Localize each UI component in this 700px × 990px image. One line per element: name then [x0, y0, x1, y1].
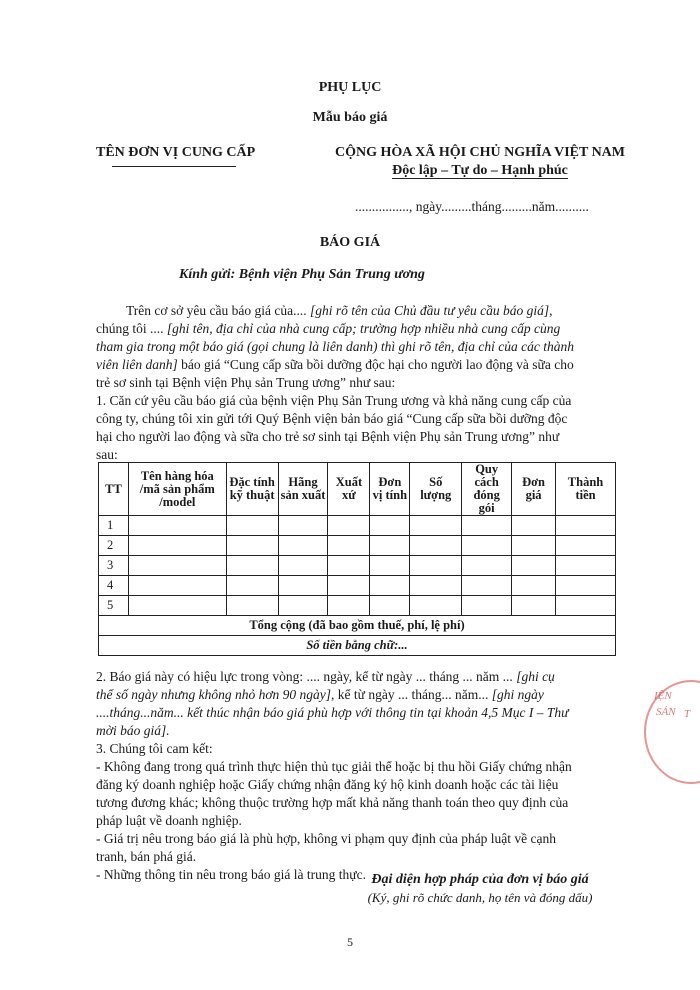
header-specs: Đặc tính kỹ thuật — [226, 463, 278, 516]
row-number: 2 — [99, 536, 129, 556]
header-packing: Quy cách đóng gói — [462, 463, 512, 516]
section-3 — [96, 740, 636, 884]
row-number: 1 — [99, 516, 129, 536]
table-cell — [556, 536, 616, 556]
table-row — [99, 596, 616, 616]
table-cell — [370, 536, 410, 556]
section-2-line: 2. Báo giá này có hiệu lực trong vòng: .... ngày, kể từ ngày ... tháng ... năm ... [ghi cụ — [96, 669, 555, 684]
table-cell — [410, 516, 462, 536]
table-cell — [370, 576, 410, 596]
table-cell — [556, 556, 616, 576]
section-2-line: thể số ngày nhưng không nhỏ hơn 90 ngày], kể từ ngày ... tháng... năm... [ghi ngày — [96, 687, 544, 702]
table-cell — [328, 536, 370, 556]
section-3-line: tương đương khác; không thuộc trường hợp mất khả năng thanh toán theo quy định của — [96, 795, 569, 810]
section-2 — [96, 668, 636, 740]
section-3-line: pháp luật về doanh nghiệp. — [96, 813, 242, 828]
stamp-seal — [644, 680, 700, 784]
table-row — [99, 576, 616, 596]
table-cell — [370, 556, 410, 576]
intro-line: chúng tôi .... [ghi tên, địa chỉ của nhà cung cấp; trường hợp nhiều nhà cung cấp cùng — [96, 321, 561, 336]
table-cell — [462, 556, 512, 576]
header-quantity: Số lượng — [410, 463, 462, 516]
table-cell — [410, 556, 462, 576]
header-manufacturer: Hãng sản xuất — [278, 463, 328, 516]
intro-paragraph — [96, 302, 636, 392]
form-title: Mẫu báo giá — [312, 110, 388, 125]
row-number: 5 — [99, 596, 129, 616]
table-cell — [410, 576, 462, 596]
intro-line: trẻ sơ sinh tại Bệnh viện Phụ sản Trung ương” như sau: — [96, 375, 396, 390]
stamp-text: IỆN — [654, 690, 672, 702]
section-3-line: đăng ký doanh nghiệp hoặc Giấy chứng nhận đăng ký hộ kinh doanh hoặc các tài liệu — [96, 777, 559, 792]
signature-title: Đại diện hợp pháp của đơn vị báo giá — [371, 872, 589, 887]
header-amount: Thành tiền — [556, 463, 616, 516]
section-1-line: sau: — [96, 447, 118, 462]
table-header-row — [99, 463, 616, 516]
stamp-text: SẢN — [656, 706, 676, 718]
table-cell — [328, 516, 370, 536]
table-cell — [462, 596, 512, 616]
table-cell — [226, 556, 278, 576]
table-cell — [462, 576, 512, 596]
appendix-title: PHỤ LỤC — [318, 80, 382, 95]
table-cell — [370, 516, 410, 536]
table-cell — [278, 596, 328, 616]
table-cell — [278, 556, 328, 576]
header-unit-price: Đơn giá — [512, 463, 556, 516]
table-cell — [556, 576, 616, 596]
row-number: 4 — [99, 576, 129, 596]
section-1 — [96, 392, 636, 464]
table-cell — [410, 536, 462, 556]
table-cell — [512, 516, 556, 536]
table-row — [99, 556, 616, 576]
table-cell — [512, 576, 556, 596]
intro-line: tham gia trong một báo giá (gọi chung là liên danh) thì ghi rõ tên, địa chỉ của các thành — [96, 339, 574, 354]
section-2-line: ....tháng...năm... kết thúc nhận báo giá phù hợp với thông tin tại khoản 4,5 Mục I – Thư — [96, 705, 569, 720]
header-origin: Xuất xứ — [328, 463, 370, 516]
amount-words-row — [99, 636, 616, 656]
total-row — [99, 616, 616, 636]
motto — [330, 163, 630, 179]
table-cell — [328, 596, 370, 616]
recipient: Kính gửi: Bệnh viện Phụ Sản Trung ương — [179, 267, 425, 282]
section-2-line: mời báo giá]. — [96, 723, 170, 738]
date-line: ................, ngày.........tháng.........năm.......... — [355, 199, 589, 214]
section-1-line: hại cho người lao động và sữa cho trẻ sơ sinh tại Bệnh viện Phụ sản Trung ương” như — [96, 429, 560, 444]
table-cell — [128, 516, 226, 536]
country-name: CỘNG HÒA XÃ HỘI CHỦ NGHĨA VIỆT NAM — [334, 145, 625, 160]
quote-table — [98, 462, 616, 656]
section-1-line: công ty, chúng tôi xin gửi tới Quý Bệnh viện bản báo giá “Cung cấp sữa bồi dưỡng độc — [96, 411, 568, 426]
table-cell — [226, 596, 278, 616]
table-cell — [512, 596, 556, 616]
table-row — [99, 536, 616, 556]
section-3-line: - Những thông tin nêu trong báo giá là trung thực. — [96, 867, 366, 882]
table-cell — [128, 596, 226, 616]
page-number: 5 — [347, 935, 353, 949]
table-cell — [278, 536, 328, 556]
section-3-line: - Giá trị nêu trong báo giá là phù hợp, không vi phạm quy định của pháp luật về cạnh — [96, 831, 557, 846]
table-cell — [226, 536, 278, 556]
table-cell — [410, 596, 462, 616]
header-unit: Đơn vị tính — [370, 463, 410, 516]
table-cell — [462, 516, 512, 536]
signature-note: (Ký, ghi rõ chức danh, họ tên và đóng dấu) — [367, 890, 593, 905]
section-3-line: - Không đang trong quá trình thực hiện thủ tục giải thể hoặc bị thu hồi Giấy chứng nhận — [96, 759, 572, 774]
table-cell — [370, 596, 410, 616]
table-cell — [128, 536, 226, 556]
row-number: 3 — [99, 556, 129, 576]
stamp-text: T — [684, 708, 691, 720]
table-row — [99, 516, 616, 536]
table-cell — [512, 536, 556, 556]
amount-words-label: Số tiền bằng chữ:... — [99, 636, 616, 656]
total-label: Tổng cộng (đã bao gồm thuế, phí, lệ phí) — [99, 616, 616, 636]
header-product-name: Tên hàng hóa /mã sản phẩm /model — [128, 463, 226, 516]
table-cell — [512, 556, 556, 576]
table-cell — [556, 516, 616, 536]
intro-line: Trên cơ sở yêu cầu báo giá của.... [ghi rõ tên của Chủ đầu tư yêu cầu báo giá], — [126, 303, 553, 318]
table-cell — [128, 576, 226, 596]
document-title: BÁO GIÁ — [319, 235, 381, 250]
table-cell — [128, 556, 226, 576]
supplier-underline — [112, 166, 236, 167]
table-cell — [278, 516, 328, 536]
table-cell — [556, 596, 616, 616]
motto-text: Độc lập – Tự do – Hạnh phúc — [392, 163, 568, 178]
table-cell — [278, 576, 328, 596]
section-3-title: 3. Chúng tôi cam kết: — [96, 741, 213, 756]
header-tt: TT — [99, 463, 129, 516]
intro-line: viên liên danh] báo giá “Cung cấp sữa bồi dưỡng độc hại cho người lao động và sữa cho — [96, 357, 574, 372]
supplier-label: TÊN ĐƠN VỊ CUNG CẤP — [96, 145, 256, 160]
table-cell — [226, 516, 278, 536]
section-1-line: 1. Căn cứ yêu cầu báo giá của bệnh viện Phụ Sản Trung ương và khả năng cung cấp của — [96, 393, 572, 408]
table-cell — [328, 556, 370, 576]
section-3-line: tranh, bán phá giá. — [96, 849, 197, 864]
table-cell — [226, 576, 278, 596]
table-cell — [462, 536, 512, 556]
table-cell — [328, 576, 370, 596]
